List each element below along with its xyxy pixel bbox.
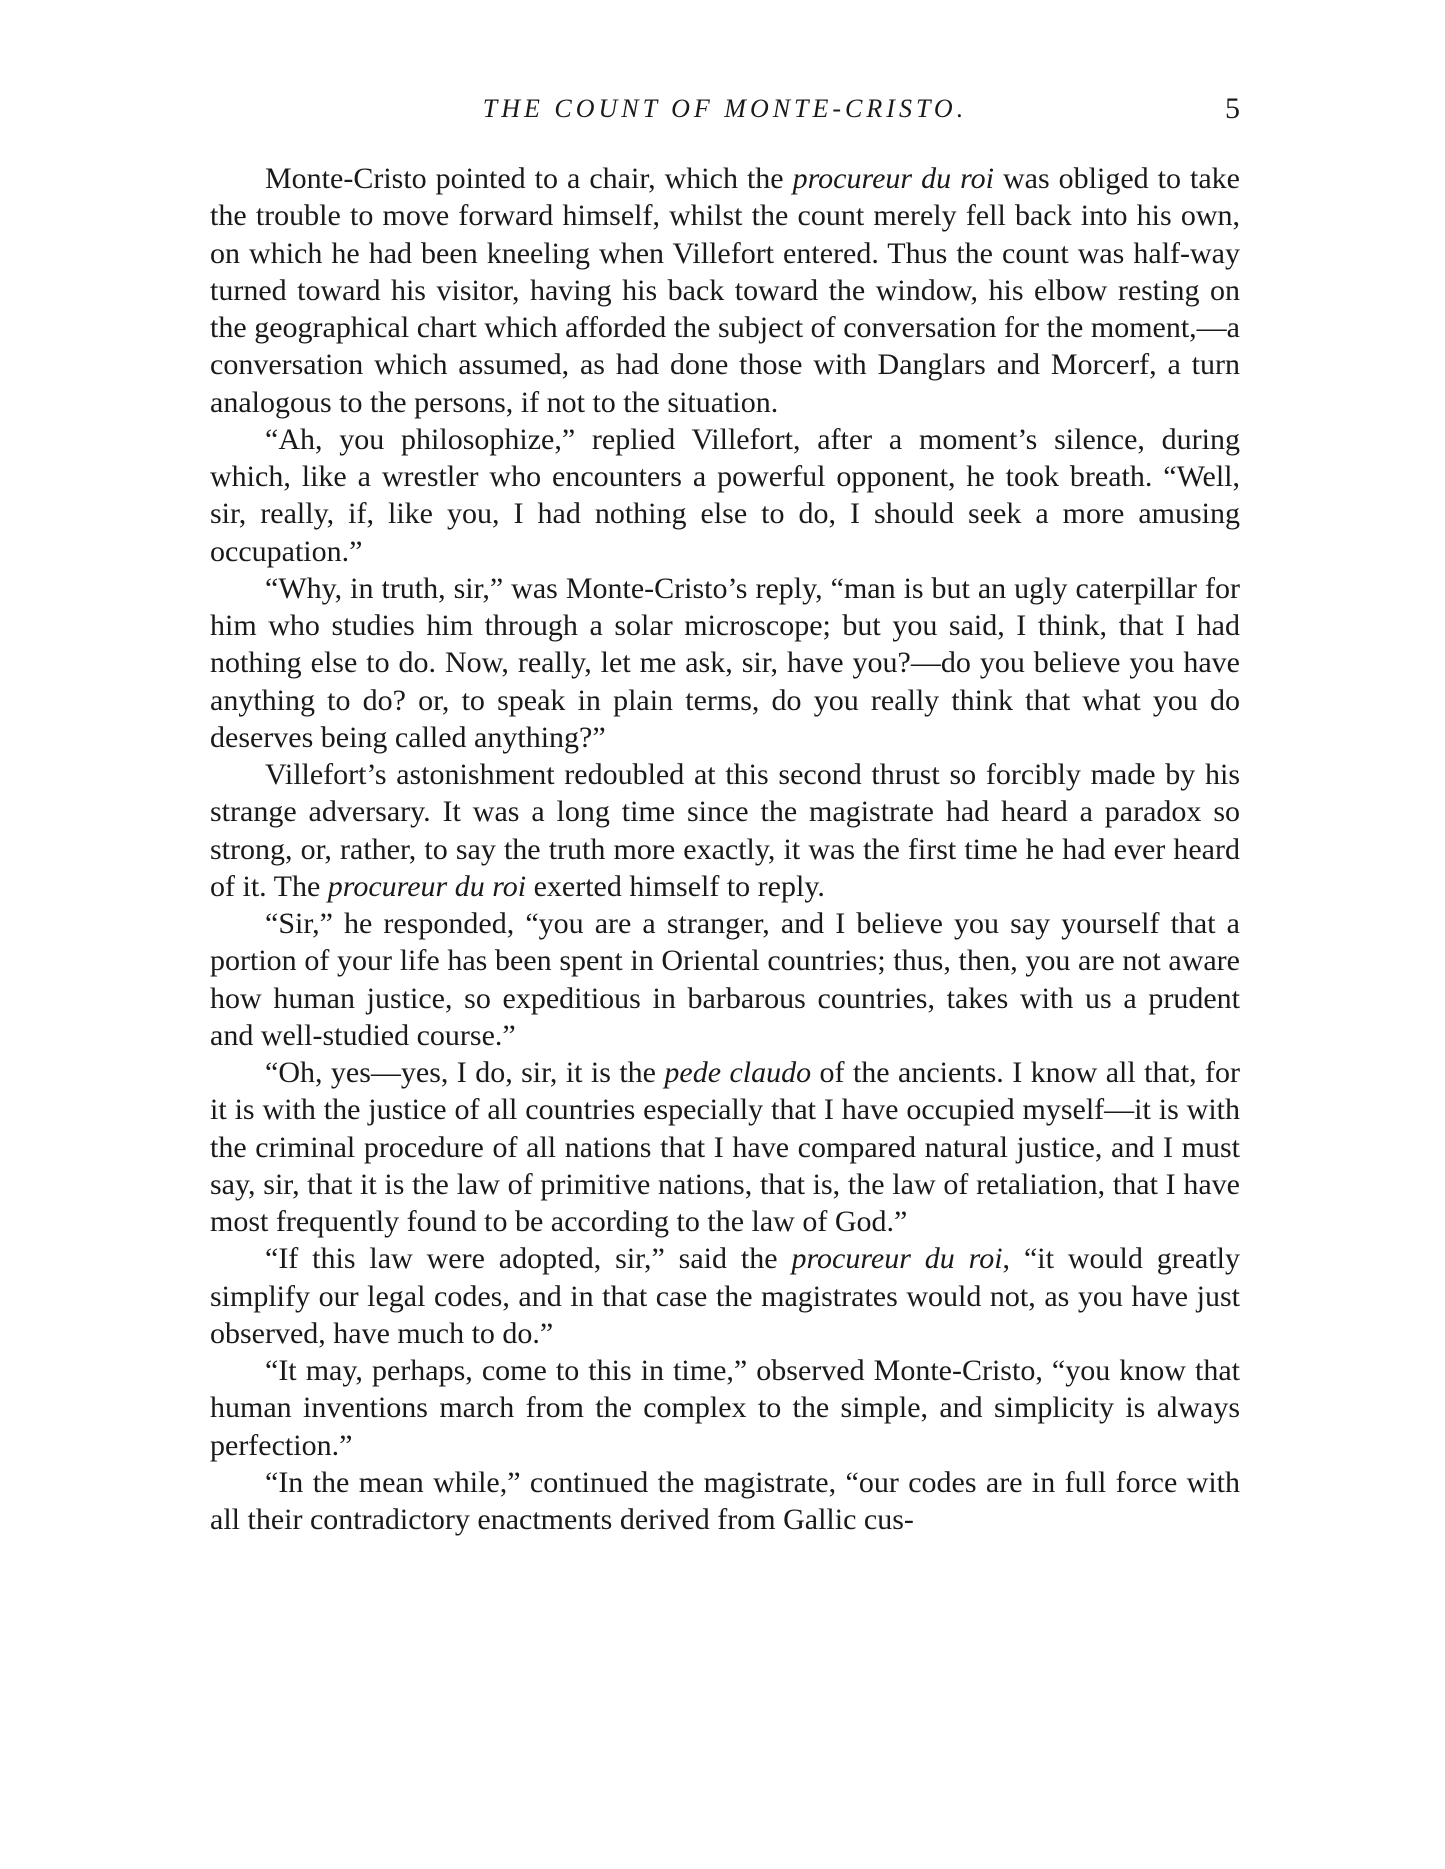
page-number: 5 (1225, 92, 1240, 125)
body-text (210, 160, 1240, 1538)
paragraph: “Ah, you philosophize,” replied Villefort, after a moment’s silence, during which, like a wrestler who encounters a powerful opponent, he took breath. “Well, sir, really, if, like you, I had nothing else to do, I should seek a more amusing occupation.” (210, 422, 1240, 568)
paragraph: “Sir,” he responded, “you are a stranger, and I believe you say yourself that a portion of your life has been spent in Oriental countries; thus, then, you are not aware how human justice, so expeditious in barbarous countries, takes with us a prudent and well-studied course.” (210, 907, 1240, 1052)
paragraph: Monte-Cristo pointed to a chair, which the procureur du roi was obliged to take the trouble to move forward himself, whilst the count merely fell back into his own, on which he had been kneeling when Villefort entered. Thus the count was half-way turned toward his visitor, having his back toward the window, his elbow resting on the geographical chart which afforded the subject of conversation for the moment,—a conversation which assumed, as had done those with Danglars and Morcerf, a turn analogous to the persons, if not to the situation. (210, 162, 1240, 419)
running-title: THE COUNT OF MONTE-CRISTO. (482, 94, 968, 123)
paragraph: Villefort’s astonishment redoubled at this second thrust so forcibly made by his strange adversary. It was a long time since the magistrate had heard a paradox so strong, or, rather, to say the truth more exactly, it was the first time he had ever heard of it. The procureur du roi exerted himself to reply. (210, 758, 1240, 903)
paragraph: “If this law were adopted, sir,” said the procureur du roi, “it would greatly simplify our legal codes, and in that case the magistrates would not, as you have just observed, have much to do.” (210, 1242, 1240, 1350)
paragraph: “Why, in truth, sir,” was Monte-Cristo’s reply, “man is but an ugly caterpillar for him who studies him through a solar microscope; but you said, I think, that I had nothing else to do. Now, really, let me ask, sir, have you?—do you believe you have anything to do? or, to speak in plain terms, do you really think that what you do deserves being called anything?” (210, 571, 1240, 754)
running-header (210, 92, 1240, 132)
paragraph: “It may, perhaps, come to this in time,” observed Monte-Cristo, “you know that human inventions march from the complex to the simple, and simplicity is always perfection.” (210, 1354, 1240, 1462)
paragraph: “In the mean while,” continued the magistrate, “our codes are in full force with all their contradictory enactments derived from Gallic cus- (210, 1465, 1240, 1536)
paragraph: “Oh, yes—yes, I do, sir, it is the pede claudo of the ancients. I know all that, for it is with the justice of all countries especially that I have occupied myself—it is with the criminal procedure of all nations that I have compared natural justice, and I must say, sir, that it is the law of primitive nations, that is, the law of retaliation, that I have most frequently found to be according to the law of God.” (210, 1056, 1240, 1238)
